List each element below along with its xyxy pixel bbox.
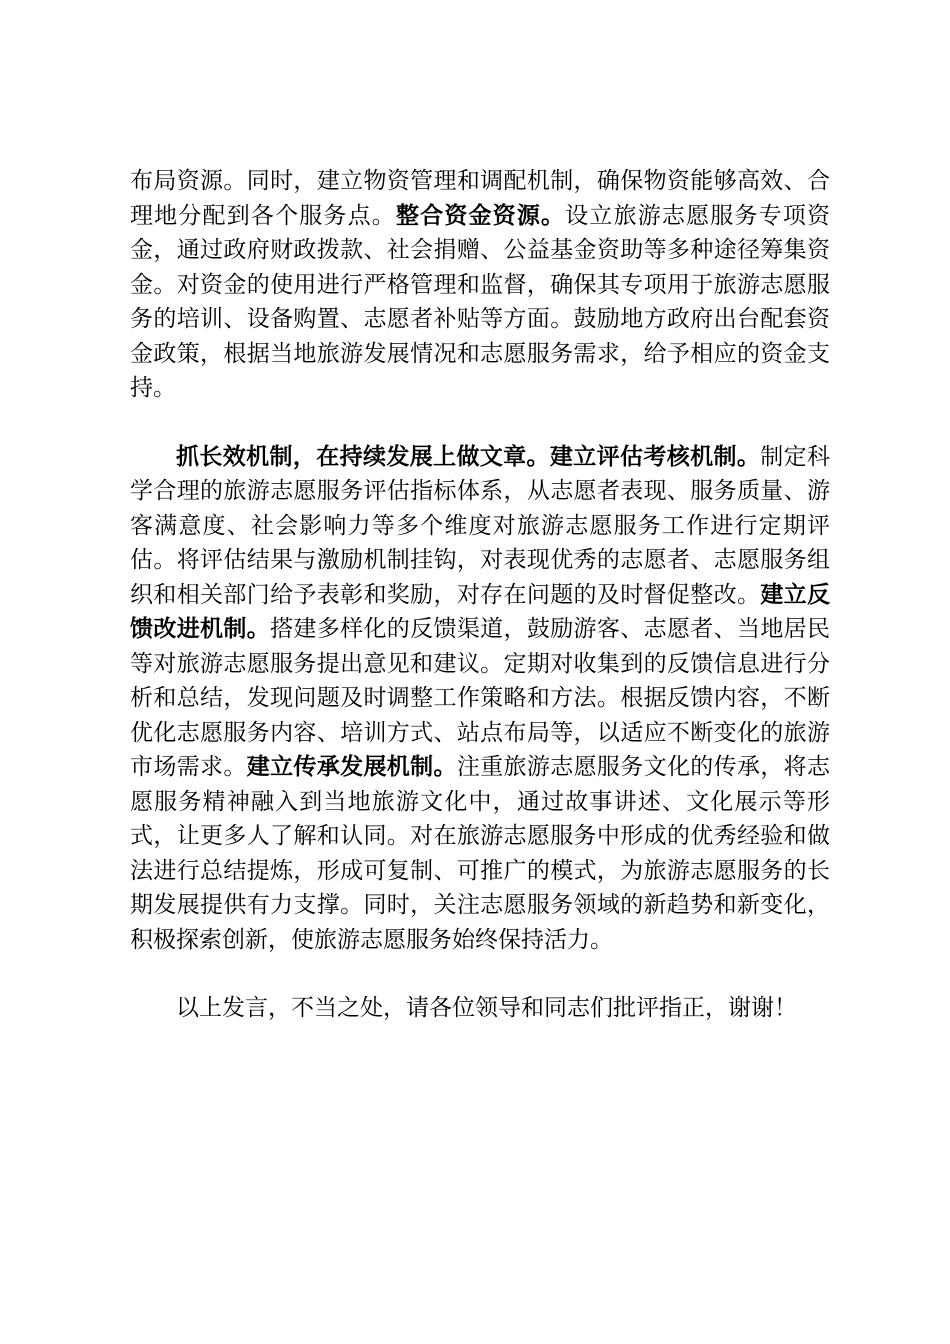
paragraph-text: 搭建多样化的反馈渠道，鼓励游客、志愿者、当地居民等对旅游志愿服务提出意见和建议。定期对收集到的反馈信息进行分析和总结，发现问题及时调整工作策略和方法。根据反馈内容，不断优化志愿服务内容、培训方式、站点布局等，以适应不断变化的旅游市场需求。: [130, 616, 831, 780]
paragraph-heading: 整合资金资源。: [395, 202, 566, 229]
paragraph-text: 制定科学合理的旅游志愿服务评估指标体系，从志愿者表现、服务质量、游客满意度、社会影响力等多个维度对旅游志愿服务工作进行定期评估。将评估结果与激励机制挂钩，对表现优秀的志愿者、志愿服务组织和相关部门给予表彰和奖励，对存在问题的及时督促整改。: [130, 443, 831, 608]
paragraph-text: 布局资源。同时，建立物资管理和调配机制，确保物资能够高效、合理地分配到各个服务点。: [130, 168, 830, 229]
paragraph-heading: 建立反馈改进机制。: [130, 581, 831, 642]
paragraph-heading: 抓长效机制，在持续发展上做文章。建立评估考核机制。: [176, 443, 761, 470]
paragraph-text: 设立旅游志愿服务专项资金，通过政府财政拨款、社会捐赠、公益基金资助等多种途径筹集资金。对资金的使用进行严格管理和监督，确保其专项用于旅游志愿服务的培训、设备购置、志愿者补贴等方面。鼓励地方政府出台配套资金政策，根据当地旅游发展情况和志愿服务需求，给予相应的资金支持。: [130, 202, 831, 401]
document-body: [130, 164, 830, 1026]
paragraph-resources: [130, 164, 830, 406]
paragraph-text: 注重旅游志愿服务文化的传承，将志愿服务精神融入到当地旅游文化中，通过故事讲述、文化展示等形式，让更多人了解和认同。对在旅游志愿服务中形成的优秀经验和做法进行总结提炼，形成可复制、可推广的模式，为旅游志愿服务的长期发展提供有力支撑。同时，关注志愿服务领域的新趋势和新变化，积极探索创新，使旅游志愿服务始终保持活力。: [130, 754, 831, 953]
paragraph-heading: 建立传承发展机制。: [246, 754, 457, 780]
paragraph-long-term-mechanism: [130, 440, 830, 958]
paragraph-closing: [130, 991, 830, 1026]
paragraph-text: 以上发言，不当之处，请各位领导和同志们批评指正，谢谢！: [176, 995, 797, 1021]
